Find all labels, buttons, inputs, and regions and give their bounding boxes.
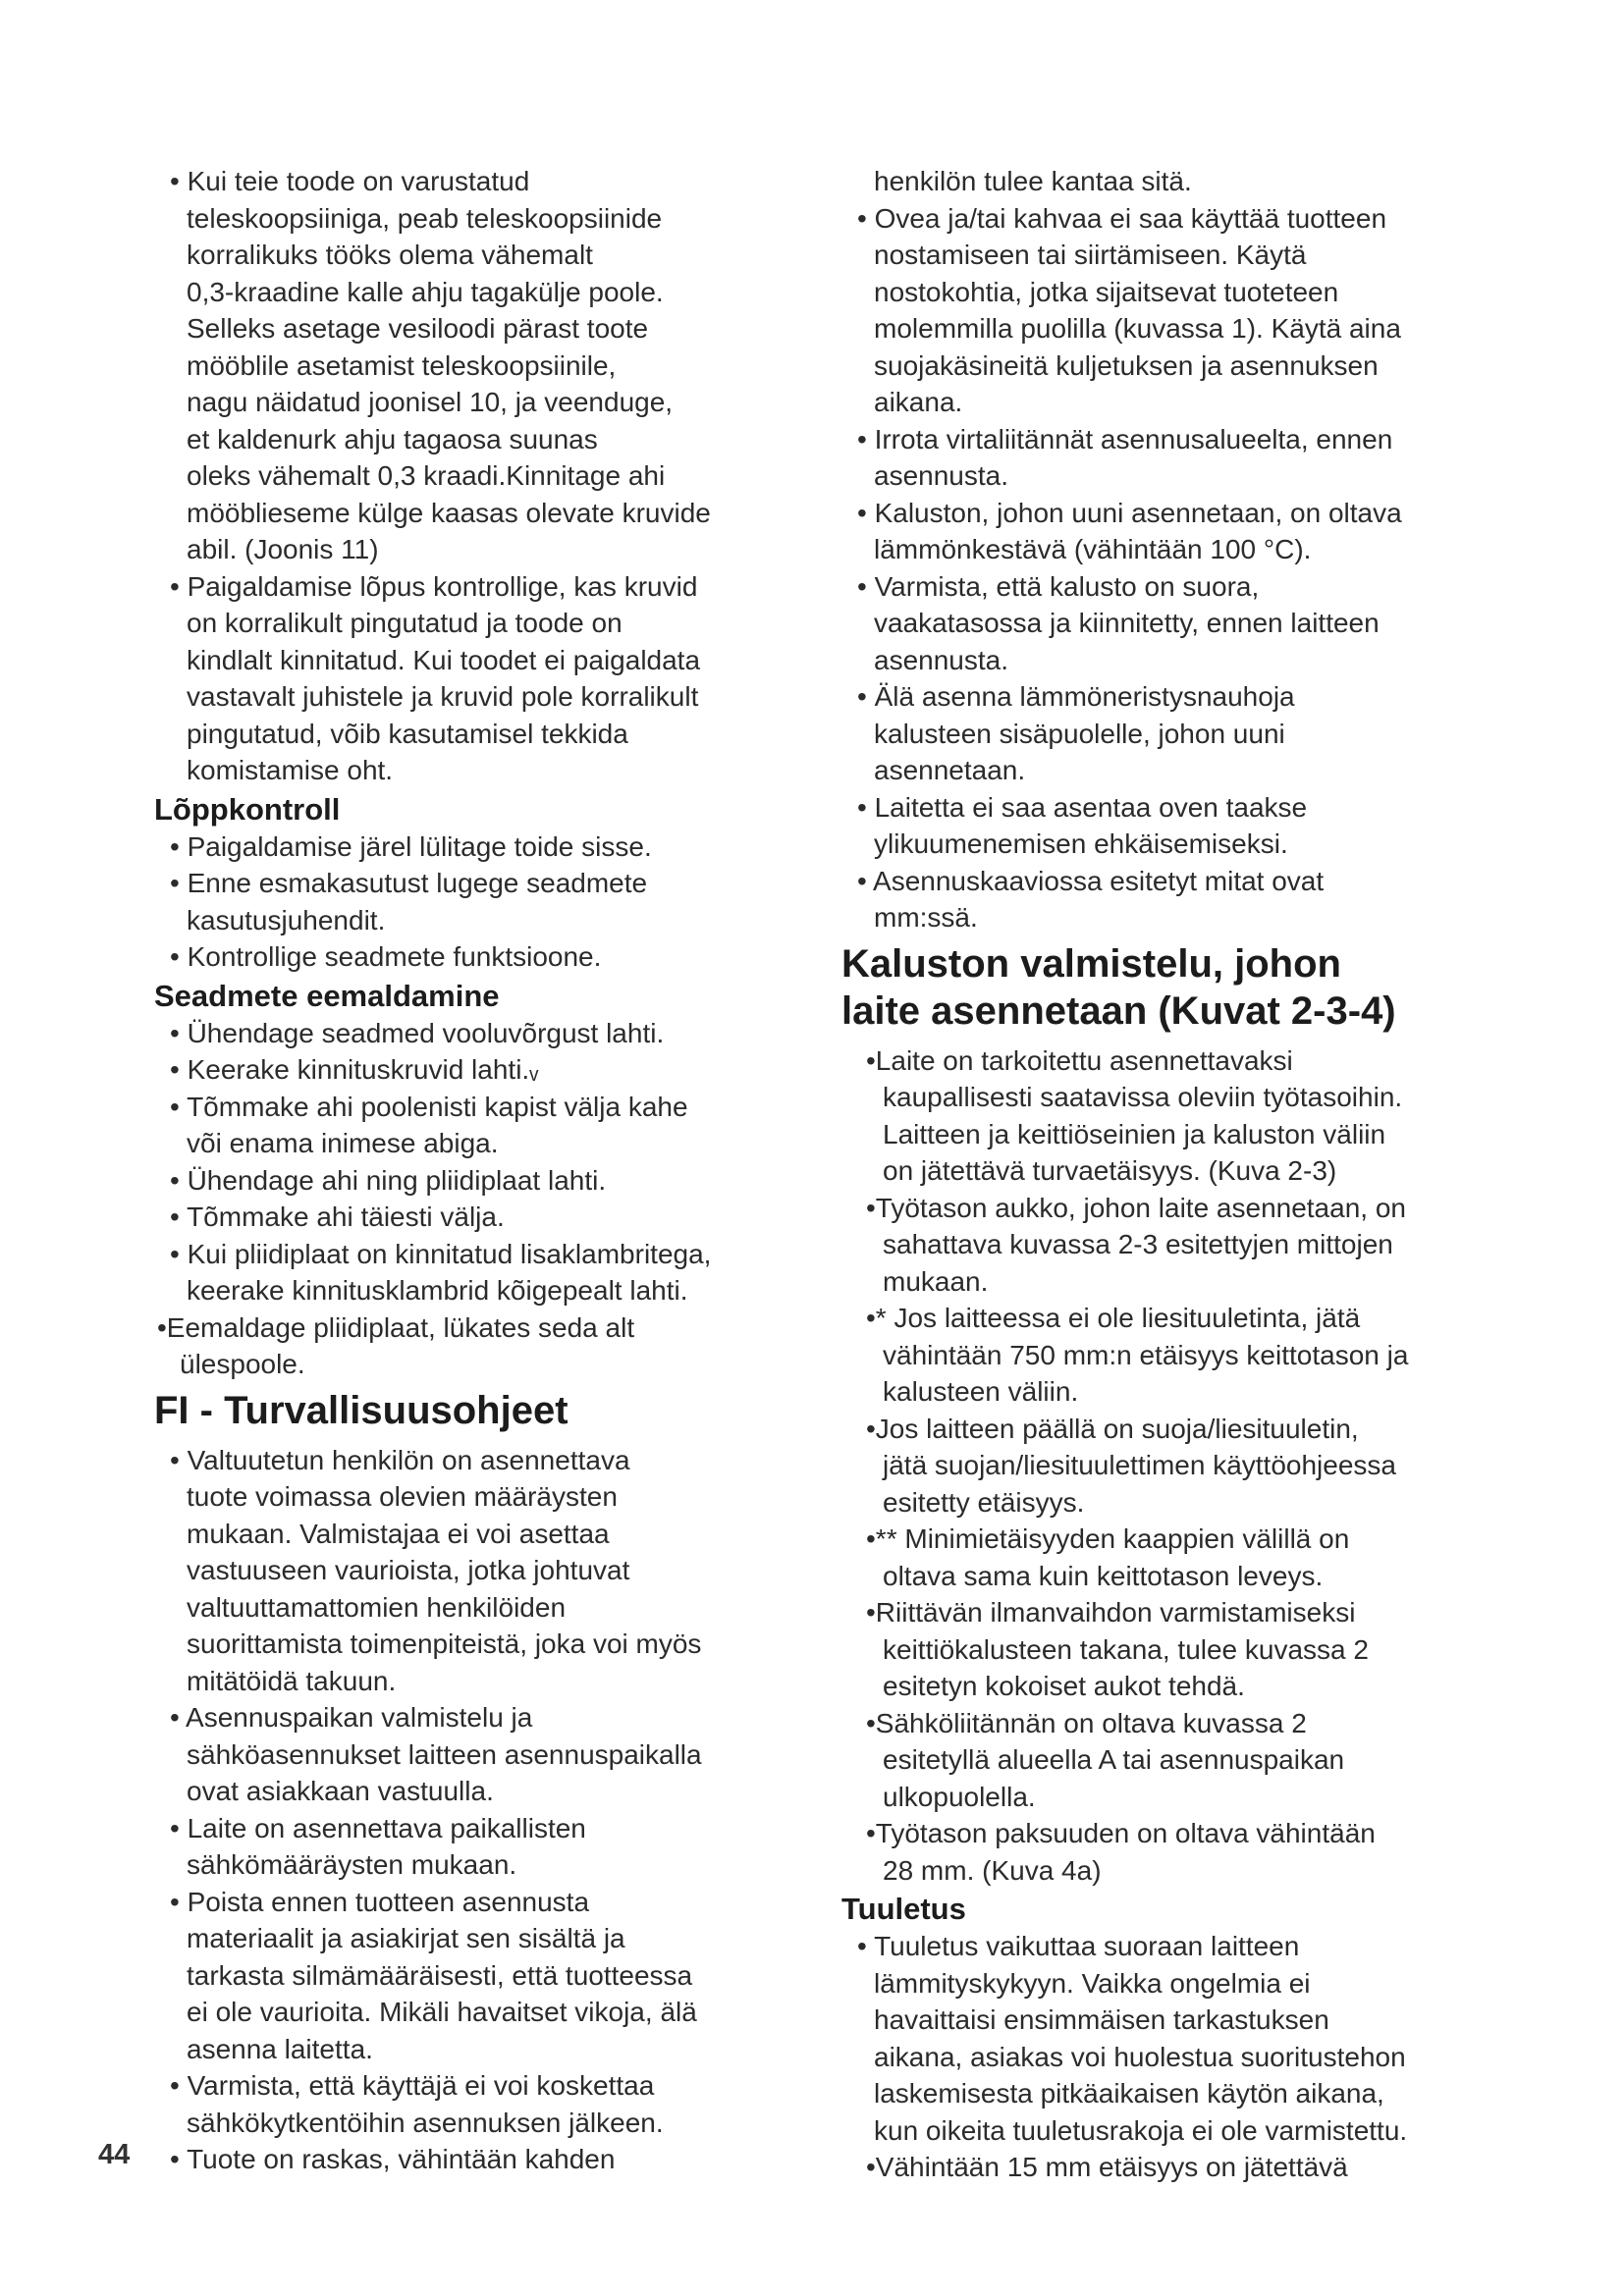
text-line: asenna laitetta.	[187, 2033, 373, 2064]
list-item	[157, 938, 815, 976]
text-line: • Asennuskaaviossa esitetyt mitat ovat	[857, 865, 1325, 896]
text-line: • Kontrollige seadmete funktsioone.	[170, 941, 602, 972]
text-line: suojakäsineitä kuljetuksen ja asennuksen	[874, 349, 1379, 381]
text-line: tarkasta silmämääräisesti, että tuotteessa	[187, 1959, 693, 1991]
text-line: • Valtuutetun henkilön on asennettava	[170, 1444, 630, 1475]
list-item	[844, 1705, 1502, 1816]
text-line: tuote voimassa olevien määräysten	[187, 1481, 618, 1512]
ventilation-list	[844, 1928, 1502, 2186]
list-item	[157, 2141, 815, 2178]
text-line: asennusta.	[874, 460, 1008, 491]
list-item	[844, 2149, 1502, 2186]
list-item	[157, 1810, 815, 1884]
text-line: • Ovea ja/tai kahvaa ei saa käyttää tuotteen	[857, 202, 1387, 234]
text-line: kun oikeita tuuletusrakoja ei ole varmistettu.	[874, 2114, 1408, 2146]
text-line: sähköasennukset laitteen asennuspaikalla	[187, 1738, 702, 1770]
text-line: • Laite on asennettava paikallisten	[170, 1812, 586, 1843]
text-line: kasutusjuhendit.	[187, 904, 386, 935]
text-line: henkilön tulee kantaa sitä.	[874, 166, 1192, 196]
text-line: sähkökytkentöihin asennuksen jälkeen.	[187, 2107, 664, 2138]
text-line: •Riittävän ilmanvaihdon varmistamiseksi	[866, 1597, 1356, 1628]
text-line: ylikuumenemisen ehkäisemiseksi.	[874, 828, 1288, 859]
text-line: Laitteen ja keittiöseinien ja kaluston väliin	[883, 1118, 1386, 1149]
text-line: mm:ssä.	[874, 902, 978, 933]
text-line: • Paigaldamise järel lülitage toide sisse.	[170, 830, 652, 862]
list-item	[844, 1300, 1502, 1411]
text-line: mööblile asetamist teleskoopsiinile,	[187, 349, 617, 381]
fi-safety-list	[157, 1442, 815, 2178]
text-line: • Tuote on raskas, vähintään kahden	[170, 2144, 616, 2174]
list-item	[844, 863, 1502, 936]
text-line: mukaan. Valmistajaa ei voi asettaa	[187, 1518, 610, 1549]
list-item	[844, 200, 1502, 421]
text-line: • Ühendage ahi ning pliidiplaat lahti.	[170, 1164, 607, 1196]
text-line: • Irrota virtaliitännät asennusalueelta, ennen	[857, 423, 1393, 454]
section-heading-fi-safety	[154, 1387, 815, 1434]
text-line: jätä suojan/liesituulettimen käyttöohjeessa	[883, 1450, 1396, 1480]
list-item	[157, 568, 815, 789]
text-line: ei ole vaurioita. Mikäli havaitset vikoja, älä	[187, 1997, 697, 2027]
list-item	[157, 1015, 815, 1052]
list-item	[157, 1699, 815, 1810]
text-line: • Tõmmake ahi täiesti välja.	[170, 1201, 505, 1232]
text-line: mitätöidä takuun.	[187, 1665, 397, 1696]
text-line: laskemisesta pitkäaikaisen käytön aikana,	[874, 2078, 1384, 2109]
list-item	[157, 1051, 815, 1089]
text-line: • Kaluston, johon uuni asennetaan, on oltava	[857, 497, 1402, 528]
text-line: pingutatud, võib kasutamisel tekkida	[187, 718, 628, 749]
list-item	[157, 1162, 815, 1200]
text-line: keittiökalusteen takana, tulee kuvassa 2	[883, 1633, 1369, 1665]
text-line: esitetty etäisyys.	[883, 1486, 1085, 1518]
text-line: komistamise oht.	[187, 755, 394, 785]
text-line: on korralikult pingutatud ja toode on	[187, 608, 623, 638]
text-line: kalusteen sisäpuolelle, johon uuni	[874, 718, 1285, 749]
list-item	[844, 1190, 1502, 1301]
cabinet-prep-list	[844, 1042, 1502, 1890]
text-line: mööblieseme külge kaasas olevate kruvide	[187, 497, 711, 528]
text-line: • Poista ennen tuotteen asennusta	[170, 1886, 590, 1917]
text-line: •* Jos laitteessa ei ole liesituuletinta, jätä	[866, 1303, 1361, 1333]
text-line: • Enne esmakasutust lugege seadmete	[170, 868, 648, 898]
text-line: • Kui pliidiplaat on kinnitatud lisaklambritega,	[170, 1238, 712, 1269]
text-line: • Ühendage seadmed vooluvõrgust lahti.	[170, 1017, 665, 1048]
text-line: esitetyllä alueella A tai asennuspaikan	[883, 1744, 1345, 1775]
text-line: •Työtason aukko, johon laite asennetaan, on	[866, 1192, 1406, 1223]
text-line: on jätettävä turvaetäisyys. (Kuva 2-3)	[883, 1155, 1337, 1186]
text-line: materiaalit ja asiakirjat sen sisältä ja	[187, 1923, 625, 1953]
text-line: •Vähintään 15 mm etäisyys on jätettävä	[866, 2152, 1348, 2182]
text-line: sahattava kuvassa 2-3 esitettyjen mittojen	[883, 1229, 1393, 1259]
list-item	[157, 1309, 815, 1383]
text-line: et kaldenurk ahju tagaosa suunas	[187, 423, 598, 454]
removal-list	[157, 1015, 815, 1383]
text-line: vaakatasossa ja kiinnitetty, ennen laitteen	[874, 608, 1380, 638]
text-line: kalusteen väliin.	[883, 1376, 1079, 1407]
text-line: suorittamista toimenpiteistä, joka voi myös	[187, 1629, 702, 1659]
continuation-text	[844, 163, 1502, 200]
text-line: esitetyn kokoiset aukot tehdä.	[883, 1671, 1245, 1701]
list-item	[844, 421, 1502, 495]
list-item	[157, 865, 815, 938]
list-item	[157, 828, 815, 866]
list-item	[844, 1928, 1502, 2149]
section-heading-cabinet-prep	[841, 940, 1502, 1035]
section-heading-final-check: Lõppkontroll	[154, 791, 341, 827]
text-line: • Kui teie toode on varustatud	[170, 166, 530, 196]
text-line: oltava sama kuin keittotason leveys.	[883, 1560, 1324, 1591]
list-item	[844, 1042, 1502, 1190]
text-line: aikana.	[874, 387, 963, 417]
text-line: mukaan.	[883, 1265, 989, 1297]
text-line: sähkömääräysten mukaan.	[187, 1849, 517, 1880]
text-line: asennetaan.	[874, 755, 1026, 785]
text-line: • Varmista, että käyttäjä ei voi koskettaa	[170, 2070, 655, 2101]
text-line: keerake kinnitusklambrid kõigepealt lahti.	[187, 1275, 688, 1306]
text-line: molemmilla puolilla (kuvassa 1). Käytä aina	[874, 313, 1401, 344]
text-line: • Tuuletus vaikuttaa suoraan laitteen	[857, 1931, 1300, 1961]
intro-items	[157, 163, 815, 789]
heading-line: FI - Turvallisuusohjeet	[154, 1388, 568, 1432]
text-line: kindlalt kinnitatud. Kui toodet ei paigaldata	[187, 644, 701, 675]
text-line: •Työtason paksuuden on oltava vähintään	[866, 1818, 1376, 1848]
heading-line: Kaluston valmistelu, johon	[841, 941, 1341, 986]
text-line: abil. (Joonis 11)	[187, 534, 379, 564]
text-line: korralikuks tööks olema vähemalt	[187, 240, 593, 270]
list-item	[157, 2067, 815, 2141]
text-line: • Älä asenna lämmöneristysnauhoja	[857, 681, 1295, 712]
text-line: oleks vähemalt 0,3 kraadi.Kinnitage ahi	[187, 460, 666, 491]
text-line: nagu näidatud joonisel 10, ja veenduge,	[187, 387, 674, 417]
left-column	[154, 163, 815, 2178]
list-item	[844, 1594, 1502, 1705]
right-column	[841, 163, 1502, 2186]
text-line: kaupallisesti saatavissa oleviin työtasoihin.	[883, 1082, 1403, 1112]
section-heading-removal: Seadmete eemaldamine	[154, 978, 500, 1013]
text-line: • Varmista, että kalusto on suora,	[857, 570, 1260, 602]
list-item	[157, 163, 815, 568]
text-line: • Laitetta ei saa asentaa oven taakse	[857, 791, 1308, 823]
list-item	[157, 1442, 815, 1700]
list-item	[844, 789, 1502, 863]
list-item	[844, 678, 1502, 789]
text-line: vastuuseen vaurioista, jotka johtuvat	[187, 1555, 630, 1585]
list-item	[844, 1815, 1502, 1889]
text-line: • Keerake kinnituskruvid lahti.ᵥ	[170, 1054, 539, 1085]
text-line: valtuuttamattomien henkilöiden	[187, 1591, 567, 1623]
list-item	[157, 1884, 815, 2068]
list-item	[844, 1521, 1502, 1594]
list-item	[157, 1236, 815, 1309]
list-item	[844, 495, 1502, 568]
text-line: •Eemaldage pliidiplaat, lükates seda alt	[157, 1311, 635, 1343]
text-line: Selleks asetage vesiloodi pärast toote	[187, 313, 649, 344]
text-line: •Jos laitteen päällä on suoja/liesituuletin,	[866, 1413, 1359, 1444]
text-line: •** Minimietäisyyden kaappien välillä on	[866, 1523, 1350, 1554]
text-line: • Paigaldamise lõpus kontrollige, kas kruvid	[170, 570, 698, 602]
text-line: ulkopuolella.	[883, 1781, 1036, 1812]
list-item	[157, 1089, 815, 1162]
list-item	[844, 1411, 1502, 1522]
list-item	[157, 1199, 815, 1236]
heading-line: laite asennetaan (Kuvat 2-3-4)	[841, 988, 1396, 1033]
text-line: ovat asiakkaan vastuulla.	[187, 1776, 494, 1806]
safety-list	[844, 200, 1502, 936]
text-line: 28 mm. (Kuva 4a)	[883, 1854, 1102, 1886]
text-line: vastavalt juhistele ja kruvid pole korralikult	[187, 681, 699, 712]
text-line: nostokohtia, jotka sijaitsevat tuoteteen	[874, 276, 1339, 307]
text-line: või enama inimese abiga.	[187, 1128, 499, 1158]
section-heading-ventilation: Tuuletus	[841, 1892, 966, 1926]
text-line: ülespoole.	[180, 1349, 305, 1379]
text-line: •Sähköliitännän on oltava kuvassa 2	[866, 1707, 1307, 1738]
text-line: nostamiseen tai siirtämiseen. Käytä	[874, 240, 1307, 270]
text-line: lämmönkestävä (vähintään 100 °C).	[874, 534, 1312, 564]
text-line: lämmityskykyyn. Vaikka ongelmia ei	[874, 1967, 1311, 1999]
text-line: 0,3-kraadine kalle ahju tagakülje poole.	[187, 276, 664, 307]
text-line: teleskoopsiiniga, peab teleskoopsiinide	[187, 202, 663, 234]
text-line: •Laite on tarkoitettu asennettavaksi	[866, 1044, 1293, 1076]
page-number: 44	[98, 2139, 131, 2170]
list-item	[844, 568, 1502, 679]
text-line: havaittaisi ensimmäisen tarkastuksen	[874, 2004, 1329, 2035]
text-line: aikana, asiakas voi huolestua suoritustehon	[874, 2041, 1406, 2072]
text-line: • Asennuspaikan valmistelu ja	[170, 1702, 533, 1733]
final-check-list	[157, 828, 815, 976]
text-line: asennusta.	[874, 644, 1008, 675]
text-line: • Tõmmake ahi poolenisti kapist välja kahe	[170, 1091, 688, 1122]
text-line: vähintään 750 mm:n etäisyys keittotason ja	[883, 1339, 1409, 1370]
